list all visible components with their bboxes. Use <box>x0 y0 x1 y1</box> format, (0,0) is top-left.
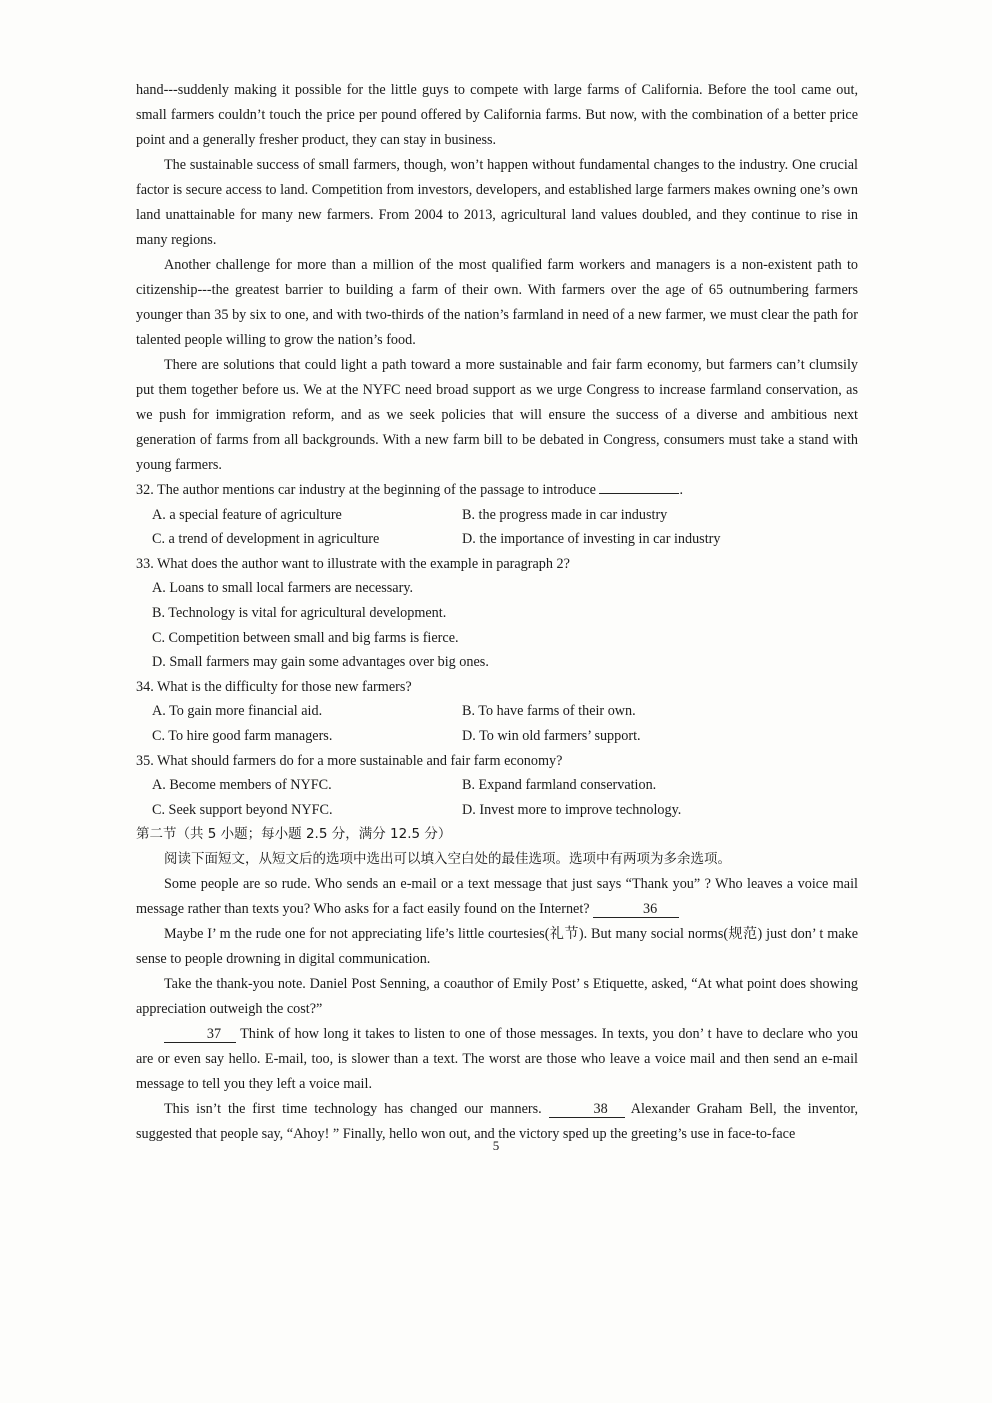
section-instructions: 阅读下面短文，从短文后的选项中选出可以填入空白处的最佳选项。选项中有两项为多余选项。 <box>164 851 731 868</box>
cloze-paragraph-1-text: Some people are so rude. Who sends an e-mail or a text message that just says “Thank you” ? Who leaves a voice mail message rather than texts you? Who asks for a fact easily found on the Internet? <box>136 876 858 918</box>
question-32-options-row-1 <box>136 503 858 528</box>
question-32-stem: 32. The author mentions car industry at the beginning of the passage to introduce <box>136 482 596 498</box>
blank-36: 36 <box>593 902 679 918</box>
question-33-stem: 33. What does the author want to illustrate with the example in paragraph 2? <box>136 555 570 572</box>
option-b: B. Technology is vital for agricultural development. <box>152 604 447 621</box>
option-a: A. Become members of NYFC. <box>152 777 332 794</box>
option-c: C. Seek support beyond NYFC. <box>152 801 333 818</box>
question-32 <box>136 478 858 503</box>
option-d: D. the importance of investing in car industry <box>462 531 721 548</box>
question-32-options-row-2 <box>136 527 858 552</box>
option-a: A. To gain more financial aid. <box>152 703 323 720</box>
cloze-paragraph-3: Take the thank-you note. Daniel Post Senning, a coauthor of Emily Post’ s Etiquette, asked, “At what point does showing appreciation outweigh the cost?” <box>136 976 858 1018</box>
passage-paragraph-continued: hand---suddenly making it possible for the little guys to compete with large farms of California. Before the tool came out, small farmers couldn’t touch the price per pound offered by California farms. But now, with the combination of a better price point and a generally fresher product, they can stay in business. <box>136 82 858 148</box>
cloze-paragraph-4 <box>136 1022 858 1097</box>
passage-paragraph-solutions: There are solutions that could light a path toward a more sustainable and fair farm economy, but farmers can’t clumsily put them together before us. We at the NYFC need broad support as we urge Congress to increase farmland conservation, as we push for immigration reform, and as we seek policies that will ensure the success of a diverse and ambitious next generation of farms from all backgrounds. With a new farm bill to be debated in Congress, consumers must take a stand with young farmers. <box>136 357 858 473</box>
answer-blank <box>599 479 679 494</box>
option-c: C. To hire good farm managers. <box>152 727 333 744</box>
passage-paragraph-land-access: The sustainable success of small farmers, though, won’t happen without fundamental changes to the industry. One crucial factor is secure access to land. Competition from investors, developers, and established large farmers makes owning one’s own land unattainable for many new farmers. From 2004 to 2013, agricultural land values doubled, and they continue to rise in many regions. <box>136 157 858 248</box>
question-35-options-row-2 <box>136 798 858 823</box>
question-35-stem: 35. What should farmers do for a more sustainable and fair farm economy? <box>136 752 563 769</box>
blank-38: 38 <box>549 1102 625 1118</box>
question-34-stem: 34. What is the difficulty for those new farmers? <box>136 678 412 695</box>
option-b: B. the progress made in car industry <box>462 506 668 523</box>
page-number: 5 <box>492 1138 500 1153</box>
question-35-options-row-1 <box>136 773 858 798</box>
option-a: A. Loans to small local farmers are necessary. <box>152 580 414 597</box>
cloze-paragraph-5-start: This isn’t the first time technology has changed our manners. <box>164 1101 542 1118</box>
option-d: D. To win old farmers’ support. <box>462 727 641 744</box>
option-a: A. a special feature of agriculture <box>152 506 342 523</box>
question-32-end: . <box>679 482 684 498</box>
blank-37: 37 <box>164 1027 236 1043</box>
option-c: C. a trend of development in agriculture <box>152 531 380 548</box>
section-heading: 第二节（共 5 小题；每小题 2.5 分，满分 12.5 分） <box>136 826 452 843</box>
passage-paragraph-citizenship: Another challenge for more than a million of the most qualified farm workers and managers is a non-existent path to citizenship---the greatest barrier to building a farm of their own. With farmers over the age of 65 outnumbering farmers younger than 35 by six to one, and with two-thirds of the nation’s farmland in need of a new farmer, we must clear the path for talented people willing to grow the nation’s food. <box>136 257 858 348</box>
cloze-paragraph-4-text: Think of how long it takes to listen to one of those messages. In texts, you don’ t have to declare who you are or even say hello. E-mail, too, is slower than a text. The worst are those who leave a voice mail and then send an e-mail message to tell you they left a voice mail. <box>136 1026 859 1093</box>
option-b: B. To have farms of their own. <box>462 703 636 720</box>
question-34-options-row-1 <box>136 699 858 724</box>
cloze-paragraph-5-end: Alexander Graham Bell, the inventor, suggested that people say, “Ahoy! ” Finally, hello won out, and the victory sped up the greeting’s use in face-to-face <box>136 1101 859 1143</box>
question-34-options-row-2 <box>136 724 858 749</box>
option-d: D. Small farmers may gain some advantages over big ones. <box>152 654 489 671</box>
option-b: B. Expand farmland conservation. <box>462 777 657 794</box>
option-c: C. Competition between small and big farms is fierce. <box>152 629 459 646</box>
cloze-paragraph-2: Maybe I’ m the rude one for not appreciating life’s little courtesies(礼节). But many social norms(规范) just don’ t make sense to people drowning in digital communication. <box>136 926 858 968</box>
cloze-paragraph-1 <box>136 872 858 922</box>
option-d: D. Invest more to improve technology. <box>462 801 682 818</box>
